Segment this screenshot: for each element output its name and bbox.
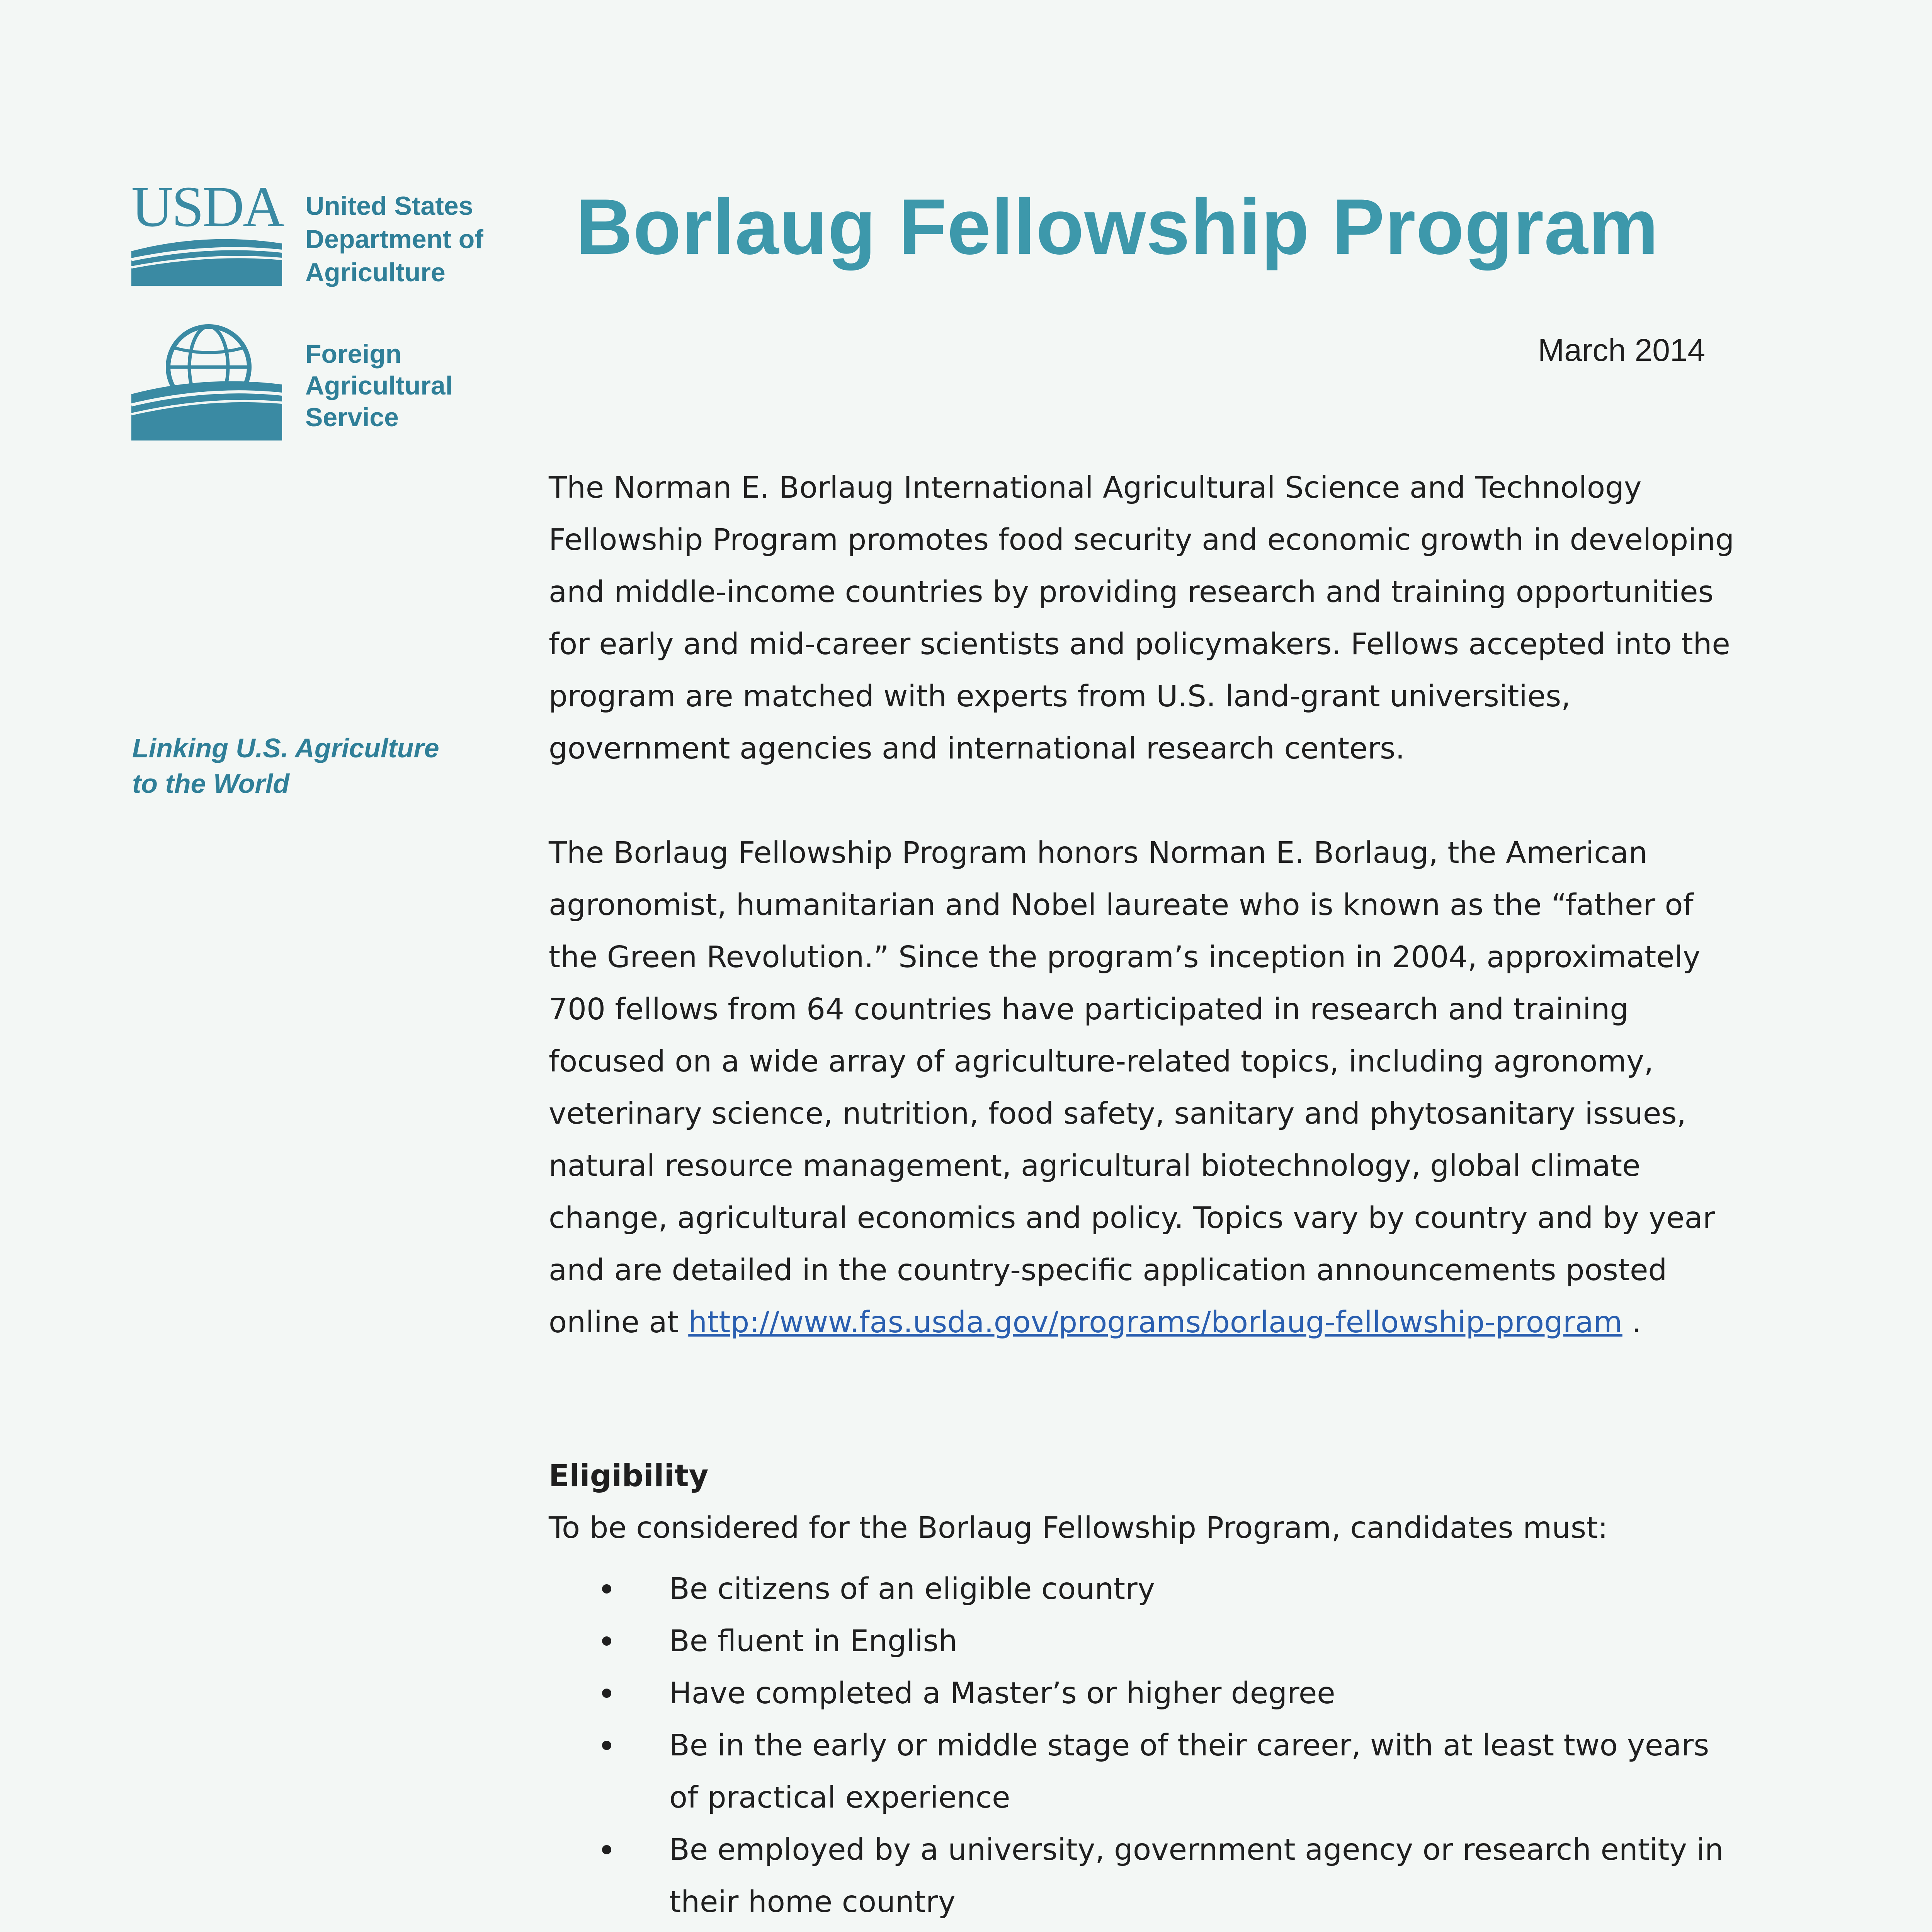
page-title: Borlaug Fellowship Program <box>576 183 1659 271</box>
eligibility-intro: To be considered for the Borlaug Fellowship Program, candidates must: <box>549 1511 1608 1545</box>
list-item <box>549 1667 1735 1719</box>
bullet-icon <box>602 1845 611 1854</box>
list-item <box>549 1615 1735 1667</box>
paragraph-2-text: The Borlaug Fellowship Program honors Norman E. Borlaug, the American agronomist, humanitarian and Nobel laureate who is known as the “father of the Green Revolution.” Since the program’s inception in 2004, approximately 700 fellows from 64 countries have participated in research and training focused on a wide array of agriculture-related topics, including agronomy, veterinary science, nutrition, food safety, sanitary and phytosanitary issues, natural resource management, agricultural biotechnology, global climate change, agricultural economics and policy. Topics vary by country and by year and are detailed in the country-specific application announcements posted online at <box>549 836 1715 1340</box>
globe-icon <box>131 317 282 440</box>
tagline <box>132 730 480 801</box>
list-item-text: Have completed a Master’s or higher degree <box>669 1676 1335 1711</box>
fas-line-1: Foreign <box>305 339 402 369</box>
usda-logo <box>131 175 518 294</box>
list-item <box>549 1824 1735 1928</box>
fas-line-3: Service <box>305 403 399 432</box>
fas-name <box>305 338 453 433</box>
bullet-icon <box>602 1584 611 1594</box>
usda-swoosh-icon <box>131 236 282 286</box>
eligibility-heading: Eligibility <box>549 1459 709 1493</box>
list-item <box>549 1928 1735 1932</box>
list-item <box>549 1563 1735 1615</box>
document-date: March 2014 <box>1538 333 1706 368</box>
tagline-line-1: Linking U.S. Agriculture <box>132 733 439 763</box>
fas-line-2: Agricultural <box>305 371 453 400</box>
usda-wordmark: USDA <box>131 175 283 239</box>
usda-mark <box>131 175 283 286</box>
list-item-text: Be employed by a university, government agency or research entity in their home country <box>669 1833 1724 1919</box>
fas-logo <box>131 317 518 444</box>
intro-paragraph-2 <box>549 827 1735 1349</box>
list-item-text: Be fluent in English <box>669 1624 957 1658</box>
list-item <box>549 1719 1735 1824</box>
paragraph-2-end: . <box>1622 1305 1641 1340</box>
bullet-icon <box>602 1636 611 1646</box>
tagline-line-2: to the World <box>132 769 289 799</box>
intro-paragraph-1: The Norman E. Borlaug International Agricultural Science and Technology Fellowship Program promotes food security and economic growth in developing and middle-income countries by providing research and training opportunities for early and mid-career scientists and policymakers. Fellows accepted into the program are matched with experts from U.S. land-grant universities, government agencies and international research centers. <box>549 471 1735 766</box>
eligibility-list <box>549 1563 1735 1932</box>
program-link[interactable]: http://www.fas.usda.gov/programs/borlaug-fellowship-program <box>688 1305 1622 1340</box>
bullet-icon <box>602 1689 611 1698</box>
list-item-text: Be in the early or middle stage of their career, with at least two years of practical experience <box>669 1728 1709 1815</box>
agency-name: United States Department of Agriculture <box>305 191 483 287</box>
bullet-icon <box>602 1741 611 1750</box>
list-item-text: Be citizens of an eligible country <box>669 1572 1155 1606</box>
